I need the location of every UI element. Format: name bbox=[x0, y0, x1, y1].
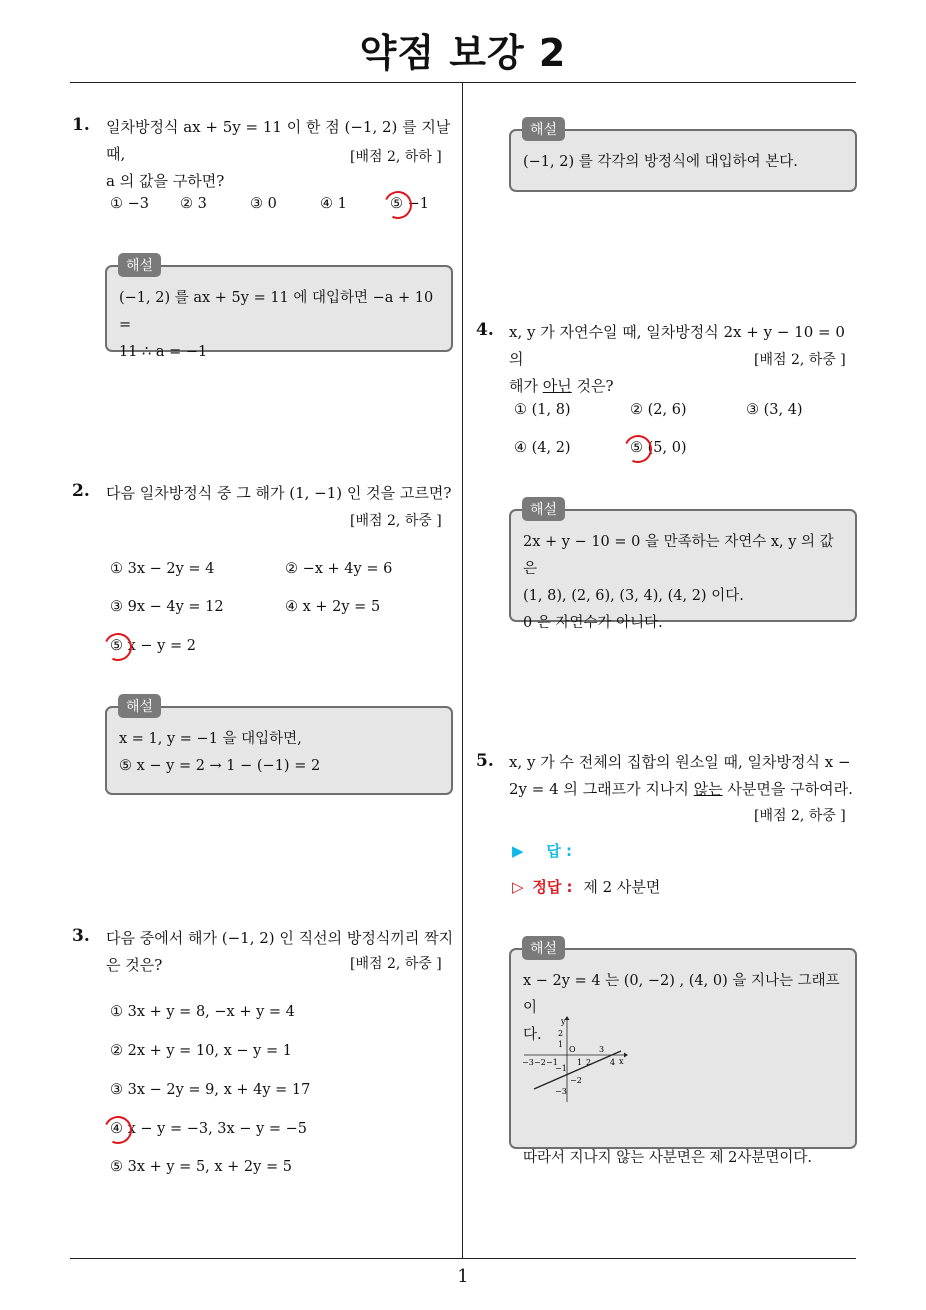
header-rule bbox=[70, 82, 856, 83]
correct-answer-value: 제 2 사분면 bbox=[583, 878, 661, 896]
q4-solution-tag: 해설 bbox=[522, 497, 565, 521]
question-4-line-2a: 해가 bbox=[509, 377, 543, 395]
q1-solution-box bbox=[105, 265, 453, 360]
q2-choice-4[interactable]: ④ x + 2y = 5 bbox=[285, 599, 381, 615]
question-5-underlined: 않는 bbox=[693, 780, 723, 798]
q2-solution-tag: 해설 bbox=[118, 694, 161, 718]
question-4-line-1: x, y 가 자연수일 때, 일차방정식 2x + y − 10 = 0 의 bbox=[509, 323, 845, 368]
question-3-number: 3. bbox=[72, 926, 90, 946]
x-axis-label: x bbox=[619, 1057, 624, 1066]
y-tick-label: −3 bbox=[555, 1087, 567, 1096]
question-5-line-2c: 사분면을 구하여라. bbox=[722, 780, 853, 798]
q2-choice-3[interactable]: ③ 9x − 4y = 12 bbox=[110, 599, 224, 615]
question-4-line-2 bbox=[509, 373, 859, 400]
q1-choice-5[interactable]: ⑤ −1 bbox=[390, 196, 429, 212]
x-tick-label: −3 bbox=[522, 1058, 534, 1067]
x-tick-label: 2 bbox=[586, 1058, 592, 1067]
q2-solution-box bbox=[105, 706, 453, 795]
x-axis-arrow-icon bbox=[624, 1053, 628, 1058]
question-3-line-2: 은 것은? bbox=[106, 956, 163, 974]
answer-mark-circle bbox=[100, 1112, 136, 1148]
q4-solution-line-1: 2x + y − 10 = 0 을 만족하는 자연수 x, y 의 값은 bbox=[523, 534, 834, 577]
q4-choice-5[interactable]: ⑤ (5, 0) bbox=[630, 440, 687, 456]
question-2-text bbox=[106, 480, 456, 507]
question-1-line-1: 일차방정식 ax + 5y = 11 이 한 점 (−1, 2) 를 지날 때, bbox=[106, 118, 451, 163]
q1-solution-line-1: (−1, 2) 를 ax + 5y = 11 에 대입하면 −a + 10 = bbox=[119, 290, 434, 333]
q1-solution-tag: 해설 bbox=[118, 253, 161, 277]
question-5-number: 5. bbox=[476, 751, 494, 771]
q4-solution-line-2: (1, 8), (2, 6), (3, 4), (4, 2) 이다. bbox=[523, 588, 744, 604]
q3-choice-5[interactable]: ⑤ 3x + y = 5, x + 2y = 5 bbox=[110, 1159, 292, 1175]
correct-answer-row bbox=[512, 876, 660, 897]
q4-choice-4[interactable]: ④ (4, 2) bbox=[514, 440, 571, 456]
q3-solution-line-1: (−1, 2) 를 각각의 방정식에 대입하여 본다. bbox=[523, 154, 798, 170]
q1-choice-4[interactable]: ④ 1 bbox=[320, 196, 347, 212]
x-tick-label: −1 bbox=[546, 1058, 558, 1067]
page-title: 약점 보강 2 bbox=[359, 31, 567, 75]
q3-choice-4[interactable]: ④ x − y = −3, 3x − y = −5 bbox=[110, 1121, 308, 1137]
answer-mark-circle bbox=[100, 629, 136, 665]
question-2-meta: [배점 2, 하중 ] bbox=[350, 513, 442, 529]
q5-solution-line-2: 다. bbox=[523, 1027, 542, 1043]
answer-mark-circle bbox=[620, 431, 656, 467]
x-tick-label: 1 bbox=[577, 1058, 583, 1067]
q4-choice-1[interactable]: ① (1, 8) bbox=[514, 402, 571, 418]
question-1-number: 1. bbox=[72, 115, 90, 135]
origin-label: O bbox=[569, 1045, 576, 1054]
q4-choice-3[interactable]: ③ (3, 4) bbox=[746, 402, 803, 418]
y-axis-label: y bbox=[561, 1017, 566, 1026]
question-4-number: 4. bbox=[476, 320, 494, 340]
q4-choice-2[interactable]: ② (2, 6) bbox=[630, 402, 687, 418]
q2-choice-2[interactable]: ② −x + 4y = 6 bbox=[285, 561, 393, 577]
y-tick-label: 2 bbox=[558, 1029, 564, 1038]
x-tick-label: 4 bbox=[610, 1058, 616, 1067]
q2-solution-line-2: ⑤ x − y = 2 → 1 − (−1) = 2 bbox=[119, 758, 321, 774]
q4-solution-line-3: 0 은 자연수가 아니다. bbox=[523, 615, 663, 631]
question-5-line-2a: 2y = 4 의 그래프가 지나지 bbox=[509, 780, 694, 798]
question-1-line-2: a 의 값을 구하면? bbox=[106, 172, 225, 190]
answer-row bbox=[512, 840, 572, 861]
q2-choice-5[interactable]: ⑤ x − y = 2 bbox=[110, 638, 196, 654]
q5-solution-line-3: 따라서 지나지 않는 사분면은 제 2사분면이다. bbox=[523, 1150, 813, 1166]
x-tick-label: 3 bbox=[599, 1045, 605, 1054]
question-5-meta: [배점 2, 하중 ] bbox=[754, 808, 846, 824]
y-tick-label: −2 bbox=[570, 1076, 582, 1085]
question-2-line-1: 다음 일차방정식 중 그 해가 (1, −1) 인 것을 고르면? bbox=[106, 484, 452, 502]
q4-solution-box bbox=[509, 509, 857, 631]
q3-choice-2[interactable]: ② 2x + y = 10, x − y = 1 bbox=[110, 1043, 292, 1059]
question-4-line-2c: 것은? bbox=[571, 377, 614, 395]
q1-choice-2[interactable]: ② 3 bbox=[180, 196, 207, 212]
q5-solution-tag: 해설 bbox=[522, 936, 565, 960]
footer-rule bbox=[70, 1258, 856, 1259]
correct-arrow-icon: ▷ bbox=[512, 878, 524, 896]
question-3-line-1: 다음 중에서 해가 (−1, 2) 인 직선의 방정식끼리 짝지 bbox=[106, 929, 454, 947]
question-5-text bbox=[509, 749, 859, 803]
question-4-meta: [배점 2, 하중 ] bbox=[754, 352, 846, 368]
q1-choice-1[interactable]: ① −3 bbox=[110, 196, 149, 212]
answer-arrow-icon: ▶ bbox=[512, 842, 524, 860]
column-divider bbox=[462, 83, 463, 1259]
q2-solution-line-1: x = 1, y = −1 을 대입하면, bbox=[119, 731, 302, 747]
q5-solution-line-1: x − 2y = 4 는 (0, −2) , (4, 0) 을 지나는 그래프이 bbox=[523, 973, 840, 1016]
correct-answer-label: 정답 : bbox=[532, 878, 573, 896]
q3-solution-tag: 해설 bbox=[522, 117, 565, 141]
q5-line-graph bbox=[520, 1014, 630, 1106]
q1-choice-3[interactable]: ③ 0 bbox=[250, 196, 277, 212]
q3-choice-3[interactable]: ③ 3x − 2y = 9, x + 4y = 17 bbox=[110, 1082, 311, 1098]
question-2-number: 2. bbox=[72, 481, 90, 501]
x-tick-label: −2 bbox=[534, 1058, 546, 1067]
y-tick-label: 1 bbox=[558, 1040, 564, 1049]
page-number: 1 bbox=[457, 1266, 469, 1287]
answer-label: 답 : bbox=[546, 842, 573, 860]
question-3-meta: [배점 2, 하중 ] bbox=[350, 956, 442, 972]
q1-solution-line-2: 11 ∴ a = −1 bbox=[119, 344, 208, 360]
question-5-line-1: x, y 가 수 전체의 집합의 원소일 때, 일차방정식 x − bbox=[509, 753, 851, 771]
y-tick-label: −1 bbox=[555, 1064, 567, 1073]
question-5-line-2 bbox=[509, 776, 859, 803]
q3-choice-1[interactable]: ① 3x + y = 8, −x + y = 4 bbox=[110, 1004, 295, 1020]
q2-choice-1[interactable]: ① 3x − 2y = 4 bbox=[110, 561, 215, 577]
question-4-underlined: 아닌 bbox=[542, 377, 572, 395]
question-1-meta: [배점 2, 하하 ] bbox=[350, 149, 442, 165]
